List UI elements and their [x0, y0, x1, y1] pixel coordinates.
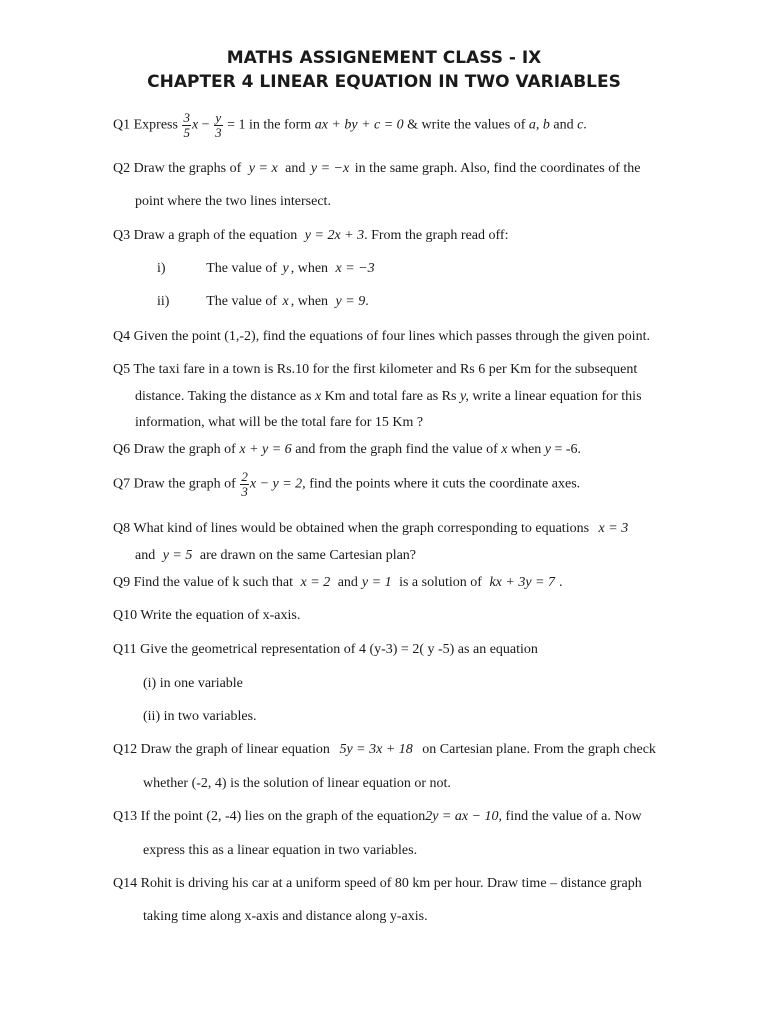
question-11-part-ii: (ii) in two variables. [143, 709, 257, 724]
chapter-title: CHAPTER 4 LINEAR EQUATION IN TWO VARIABLES [147, 72, 621, 92]
fraction-2-3: $\frac{2}{3}$ [241, 469, 248, 499]
question-4: Q4 Given the point (1,-2), find the equations of four lines which passes through the given point. [113, 329, 650, 344]
question-8-line-2: and y = 5 are drawn on the same Cartesian plan? [135, 548, 417, 563]
question-8-line-1: Q8 What kind of lines would be obtained when the graph corresponding to equations x = 3 [113, 521, 629, 536]
question-11-part-i: (i) in one variable [143, 676, 243, 691]
question-13-line-1: Q13 If the point (2, -4) lies on the graph of the equation2y = ax − 10, find the value of a. Now [113, 809, 642, 824]
question-9: Q9 Find the value of k such that x = 2 and y = 1 is a solution of kx + 3y = 7 . [113, 575, 563, 590]
question-5-line-3: information, what will be the total fare for 15 Km ? [135, 415, 424, 430]
question-6: Q6 Draw the graph of x + y = 6 and from the graph find the value of x when y = -6. [113, 442, 582, 457]
fraction-y-3: $\frac{y}{3}$ [215, 110, 222, 140]
question-10: Q10 Write the equation of x-axis. [113, 608, 301, 623]
question-13-line-2: express this as a linear equation in two variables. [143, 843, 418, 858]
question-2-line-1: Q2 Draw the graphs of y = x and y = −x in the same graph. Also, find the coordinates of the [113, 161, 641, 176]
question-14-line-2: taking time along x-axis and distance along y-axis. [143, 909, 428, 924]
question-2-line-2: point where the two lines intersect. [135, 194, 331, 209]
question-3-part-ii: ii) The value of x , when y = 9. [157, 294, 369, 309]
question-11: Q11 Give the geometrical representation of 4 (y-3) = 2( y -5) as an equation [113, 642, 538, 657]
question-14-line-1: Q14 Rohit is driving his car at a uniform speed of 80 km per hour. Draw time – distance graph [113, 876, 642, 891]
question-7: Q7 Draw the graph of $\frac{2}{3}$ x − y = 2, find the points where it cuts the coordinate axes. [113, 469, 581, 499]
question-5-line-1: Q5 The taxi fare in a town is Rs.10 for the first kilometer and Rs 6 per Km for the subsequent [113, 362, 638, 377]
question-3: Q3 Draw a graph of the equation y = 2x + 3. From the graph read off: [113, 228, 509, 243]
page-title: MATHS ASSIGNEMENT CLASS - IX [226, 48, 542, 68]
question-5-line-2: distance. Taking the distance as x Km and total fare as Rs y, write a linear equation for this [135, 389, 642, 404]
question-12-line-1: Q12 Draw the graph of linear equation 5y = 3x + 18 on Cartesian plane. From the graph check [113, 742, 656, 757]
fraction-3-5: $\frac{3}{5}$ [183, 110, 190, 140]
question-1: Q1 Express $\frac{3}{5}$ x − $\frac{y}{3}$ = 1 in the form ax + by + c = 0 & write the values of a, b and c. [113, 110, 587, 140]
question-12-line-2: whether (-2, 4) is the solution of linear equation or not. [143, 776, 451, 791]
question-3-part-i: i) The value of y , when x = −3 [157, 261, 375, 276]
